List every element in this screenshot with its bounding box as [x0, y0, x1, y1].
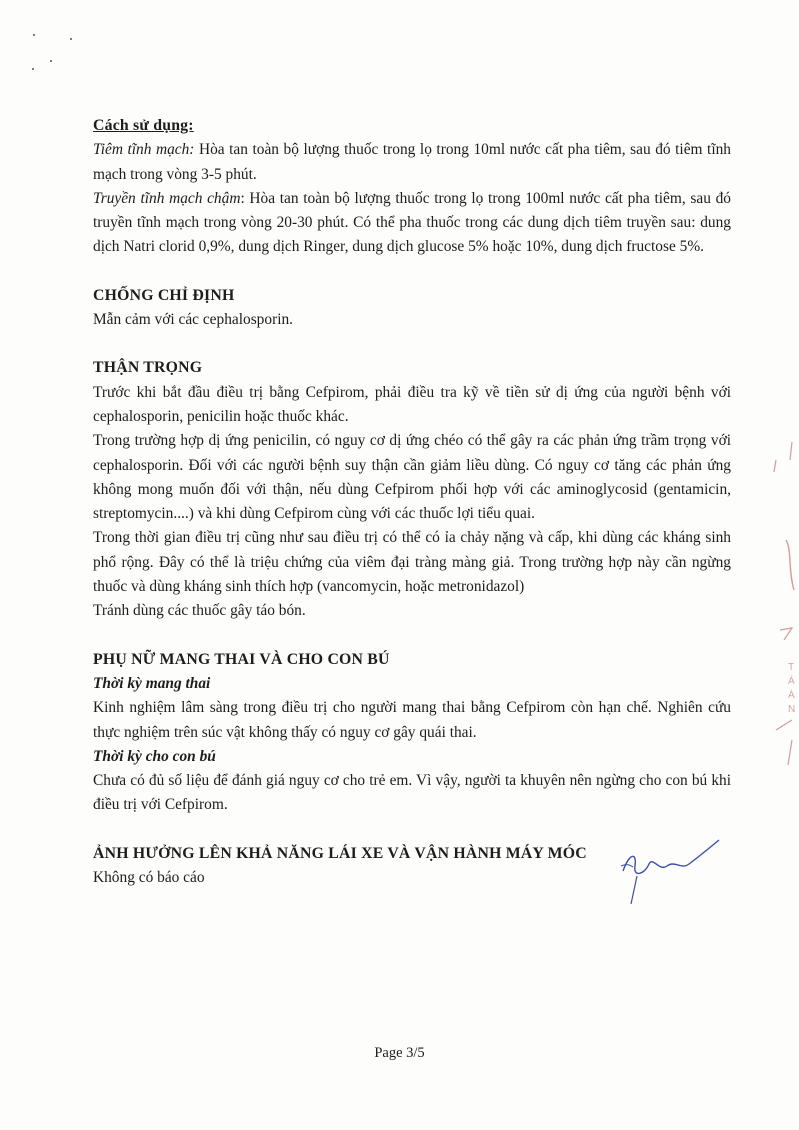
- usage-infusion-text: : Hòa tan toàn bộ lượng thuốc trong lọ trong 100ml nước cất pha tiêm, sau đó truyền tĩnh mạch trong vòng 20-30 phút. Có thể pha thuốc trong các dung dịch tiêm truyền sau: dung dịch Natri clorid 0,9%, dung dịch Ringer, dung dịch glucose 5% hoặc 10%, dung dịch fructose 5%.: [93, 189, 731, 256]
- handwritten-signature: [615, 836, 725, 906]
- stamp-letter: N: [788, 704, 796, 715]
- scan-speck: [50, 60, 52, 62]
- stamp-letter: T: [788, 662, 795, 673]
- usage-iv-label: Tiêm tĩnh mạch:: [93, 141, 195, 159]
- margin-stamp: [762, 440, 799, 770]
- usage-infusion-paragraph: [93, 187, 731, 260]
- lactation-text: Chưa có đủ số liệu để đánh giá nguy cơ cho trẻ em. Vì vậy, người ta khuyên nên ngừng cho con bú khi điều trị với Cefpirom.: [93, 772, 731, 814]
- precautions-paragraph: Trước khi bắt đầu điều trị bằng Cefpirom, phải điều tra kỹ về tiền sử dị ứng của người bệnh với cephalosporin, penicilin hoặc thuốc khác.: [93, 383, 731, 425]
- usage-heading: Cách sử dụng:: [93, 117, 194, 134]
- page-number: Page 3/5: [374, 1045, 425, 1061]
- contraindications-heading: CHỐNG CHỈ ĐỊNH: [93, 286, 235, 304]
- precautions-paragraph: Trong trường hợp dị ứng penicilin, có nguy cơ dị ứng chéo có thể gây ra các phản ứng trầm trọng với cephalosporin. Đối với các người bệnh suy thận cần giảm liều dùng. Có nguy cơ tăng các phản ứng không mong muốn đối với thận, nếu dùng Cefpirom phối hợp với các aminoglycosid (gentamicin, streptomycin....) và khi dùng Cefpirom cùng với các thuốc lợi tiểu quai.: [93, 432, 731, 523]
- pregnancy-section: [93, 648, 731, 818]
- usage-iv-paragraph: [93, 138, 731, 187]
- precautions-paragraph: Trong thời gian điều trị cũng như sau điều trị có thể có ỉa chảy nặng và cấp, khi dùng các kháng sinh phổ rộng. Đây có thể là triệu chứng của viêm đại tràng màng giả. Trong trường hợp này cần ngừng thuốc và dùng kháng sinh thích hợp (vancomycin, hoặc metronidazol): [93, 529, 731, 596]
- driving-text: Không có báo cáo: [93, 869, 205, 887]
- precautions-paragraph: Tránh dùng các thuốc gây táo bón.: [93, 602, 306, 620]
- pregnancy-subheading: Thời kỳ mang thai: [93, 674, 211, 692]
- scan-speck: [70, 38, 72, 40]
- stamp-marks: [762, 440, 799, 770]
- precautions-heading: THẬN TRỌNG: [93, 359, 203, 377]
- pregnancy-heading: PHỤ NỮ MANG THAI VÀ CHO CON BÚ: [93, 650, 390, 668]
- pregnancy-text: Kinh nghiệm lâm sàng trong điều trị cho người mang thai bằng Cefpirom còn hạn chế. Nghiên cứu thực nghiệm trên súc vật không thấy có nguy cơ gây quái thai.: [93, 699, 731, 741]
- scan-speck: [33, 34, 35, 36]
- usage-section: [93, 114, 731, 260]
- stamp-letter: Á: [788, 676, 795, 687]
- contraindications-section: [93, 284, 731, 333]
- stamp-letter: À: [788, 690, 795, 701]
- usage-iv-text: Hòa tan toàn bộ lượng thuốc trong lọ trong 10ml nước cất pha tiêm, sau đó tiêm tĩnh mạch trong vòng 3-5 phút.: [93, 141, 731, 183]
- document-body: [93, 114, 731, 890]
- contraindications-text: Mẫn cảm với các cephalosporin.: [93, 311, 294, 329]
- precautions-section: [93, 356, 731, 623]
- driving-heading: ẢNH HƯỞNG LÊN KHẢ NĂNG LÁI XE VÀ VẬN HÀNH MÁY MÓC: [93, 844, 587, 862]
- page-footer: [0, 1045, 799, 1062]
- usage-infusion-label: Truyền tĩnh mạch chậm: [93, 189, 241, 207]
- scan-speck: [32, 68, 34, 70]
- lactation-subheading: Thời kỳ cho con bú: [93, 747, 216, 765]
